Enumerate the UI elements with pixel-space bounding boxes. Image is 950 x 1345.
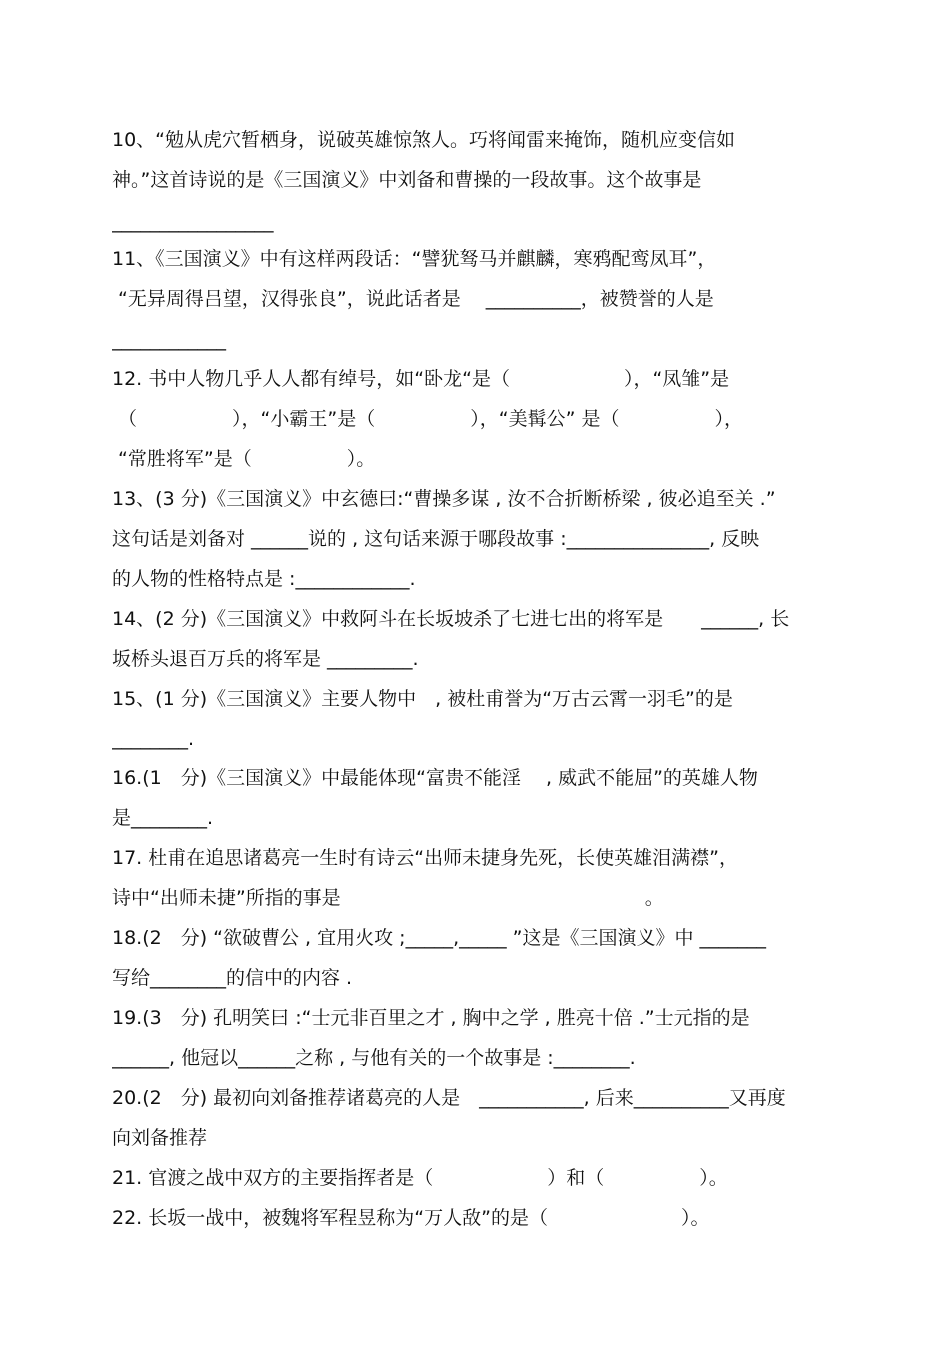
question-13-line-1: 13、(3 分)《三国演义》中玄德曰:“曹操多谋 , 汝不合折断桥梁 , 彼必追至关 .” xyxy=(112,488,776,510)
question-17-line-2: 诗中“出师未捷”所指的事是 。 xyxy=(112,887,664,909)
question-19-line-2: ______, 他冠以______之称 , 与他有关的一个故事是 :________. xyxy=(112,1047,636,1069)
question-15-line-1: 15、(1 分)《三国演义》主要人物中 , 被杜甫誉为“万古云霄一羽毛”的是 xyxy=(112,688,733,710)
question-19-line-1: 19.(3 分) 孔明笑曰 :“士元非百里之才 , 胸中之学 , 胜亮十倍 .”士元指的是 xyxy=(112,1007,750,1029)
question-11-line-1: 11、《三国演义》中有这样两段话：“譬犹驽马并麒麟，寒鸦配鸾凤耳”， xyxy=(112,248,717,270)
question-16-line-1: 16.(1 分)《三国演义》中最能体现“富贵不能淫 , 威武不能屈”的英雄人物 xyxy=(112,767,758,789)
question-18-line-2: 写给________的信中的内容 . xyxy=(112,967,353,989)
question-14-line-1: 14、(2 分)《三国演义》中救阿斗在长坂坡杀了七进七出的将军是 ______, 长 xyxy=(112,608,790,630)
question-13-line-2: 这句话是刘备对 ______说的 , 这句话来源于哪段故事 :_______________, 反映 xyxy=(112,528,760,550)
question-15-line-2: ________. xyxy=(112,728,195,750)
question-18-line-1: 18.(2 分) “欲破曹公 , 宜用火攻 ;_____,_____ ”这是《三国演义》中 _______ xyxy=(112,927,767,949)
question-12-line-3: “常胜将军”是（ ）。 xyxy=(112,448,376,470)
question-10-answer-blank: _________________ xyxy=(112,211,274,233)
question-16-line-2: 是________. xyxy=(112,807,214,829)
question-12-line-2: （ ），“小霸王”是（ ），“美髯公” 是（ ）， xyxy=(112,408,743,430)
question-20-line-2: 向刘备推荐 xyxy=(112,1127,208,1149)
question-13-line-3: 的人物的性格特点是 :____________. xyxy=(112,568,416,590)
question-11-answer-blank: ____________ xyxy=(112,329,226,351)
question-14-line-2: 坂桥头退百万兵的将军是 _________. xyxy=(112,648,419,670)
question-21-line-1: 21. 官渡之战中双方的主要指挥者是（ ）和（ ）。 xyxy=(112,1167,728,1189)
question-12-line-1: 12. 书中人物几乎人人都有绰号，如“卧龙“是（ ），“凤雏”是 xyxy=(112,368,730,390)
question-20-line-1: 20.(2 分) 最初向刘备推荐诸葛亮的人是 ___________, 后来__________又再度 xyxy=(112,1087,786,1109)
question-10-line-2: 神。”这首诗说的是《三国演义》中刘备和曹操的一段故事。这个故事是 xyxy=(112,169,702,191)
question-17-line-1: 17. 杜甫在追思诸葛亮一生时有诗云“出师未捷身先死，长使英雄泪满襟”， xyxy=(112,847,738,869)
question-10-line-1: 10、“勉从虎穴暂栖身，说破英雄惊煞人。巧将闻雷来掩饰，随机应变信如 xyxy=(112,129,736,151)
question-22-line-1: 22. 长坂一战中，被魏将军程昱称为“万人敌”的是（ ）。 xyxy=(112,1207,710,1229)
question-11-line-2: “无异周得吕望，汉得张良”，说此话者是 __________，被赞誉的人是 xyxy=(112,288,714,310)
